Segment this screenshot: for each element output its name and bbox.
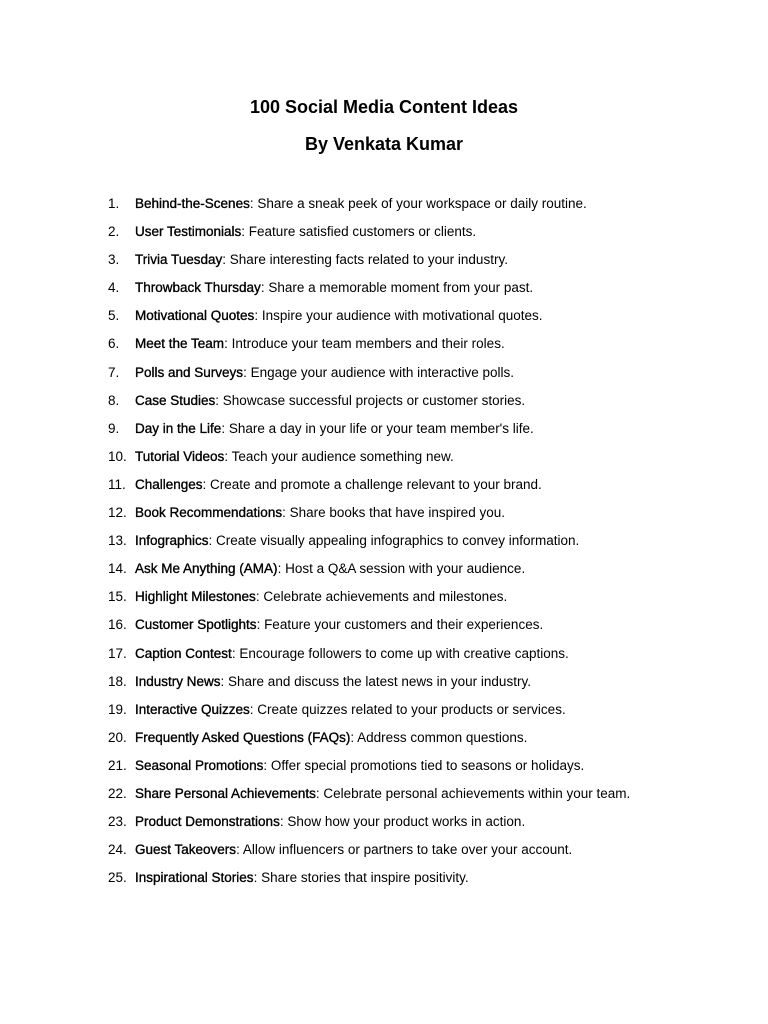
list-item-title: Polls and Surveys (135, 364, 244, 380)
list-item-description: : Address common questions. (350, 729, 528, 745)
list-item (108, 786, 668, 802)
list-item-title: Product Demonstrations (135, 814, 280, 830)
list-item-title: Behind-the-Scenes (135, 196, 250, 211)
list-item-description: : Encourage followers to come up with creative captions. (231, 645, 569, 661)
list-item-description: : Showcase successful projects or customer stories. (215, 392, 526, 408)
list-item-title: Guest Takeovers (135, 842, 237, 858)
list-item-number: 20. (108, 729, 127, 745)
list-item-description: : Feature satisfied customers or clients. (241, 224, 477, 240)
list-item-title: Share Personal Achievements (135, 785, 316, 801)
list-item-number: 15. (108, 589, 127, 605)
list-item-number: 4. (108, 280, 120, 296)
list-item (108, 449, 668, 465)
list-item-number: 2. (108, 224, 120, 240)
list-item-description: : Host a Q&A session with your audience. (277, 561, 526, 577)
list-item (108, 814, 668, 830)
list-item-title: Frequently Asked Questions (FAQs) (135, 729, 351, 745)
list-item-description: : Share stories that inspire positivity. (253, 870, 469, 886)
list-item (108, 617, 668, 633)
list-item (108, 477, 668, 493)
list-item-number: 12. (108, 505, 127, 521)
list-item (108, 280, 668, 296)
list-item-description: : Inspire your audience with motivational quotes. (254, 308, 543, 324)
list-item (108, 646, 668, 662)
list-item-number: 7. (108, 364, 120, 380)
list-item (108, 393, 668, 409)
list-item-number: 13. (108, 533, 127, 549)
document-author: By Venkata Kumar (304, 134, 464, 154)
list-item-title: Interactive Quizzes (135, 701, 250, 717)
list-item (108, 421, 668, 437)
list-item-number: 5. (108, 308, 120, 324)
list-item (108, 505, 668, 521)
list-item-description: : Share interesting facts related to your industry. (222, 252, 508, 268)
list-item-number: 19. (108, 701, 127, 717)
list-item-title: Case Studies (135, 392, 216, 408)
list-item-description: : Create quizzes related to your products or services. (249, 701, 566, 717)
list-item (108, 870, 668, 886)
list-item (108, 365, 668, 381)
list-item (108, 196, 668, 212)
list-item-title: Inspirational Stories (135, 870, 254, 886)
list-item-title: Meet the Team (135, 336, 225, 352)
list-item-number: 16. (108, 617, 127, 633)
list-item-title: Motivational Quotes (135, 308, 255, 324)
list-item-title: Challenges (135, 476, 203, 492)
list-item (108, 730, 668, 746)
document-title: 100 Social Media Content Ideas (249, 97, 519, 117)
list-item-description: : Engage your audience with interactive polls. (243, 364, 514, 380)
list-item-description: : Show how your product works in action. (279, 814, 526, 830)
list-item-description: : Teach your audience something new. (224, 448, 454, 464)
list-item-description: : Allow influencers or partners to take over your account. (236, 842, 573, 858)
list-item-number: 10. (108, 448, 127, 464)
list-item (108, 702, 668, 718)
list-item-description: : Feature your customers and their experiences. (256, 617, 544, 633)
list-item-number: 18. (108, 673, 127, 689)
list-item-title: Book Recommendations (135, 505, 283, 521)
list-item-description: : Share a sneak peek of your workspace or daily routine. (249, 196, 587, 211)
list-item-title: Industry News (135, 673, 221, 689)
list-item-number: 21. (108, 757, 127, 773)
list-item-number: 11. (108, 476, 126, 492)
list-item-number: 23. (108, 814, 127, 830)
list-item-number: 9. (108, 420, 120, 436)
list-item-number: 22. (108, 785, 127, 801)
list-item (108, 842, 668, 858)
list-item-description: : Share books that have inspired you. (282, 505, 505, 521)
list-item-number: 1. (108, 196, 120, 211)
list-item-title: Highlight Milestones (135, 589, 256, 605)
list-item-number: 6. (108, 336, 120, 352)
list-item-number: 17. (108, 645, 127, 661)
list-item-description: : Share and discuss the latest news in your industry. (220, 673, 531, 689)
list-item-description: : Create and promote a challenge relevant to your brand. (202, 476, 542, 492)
list-item-title: Trivia Tuesday (135, 252, 223, 268)
list-item-title: Day in the Life (135, 420, 222, 436)
list-item-number: 3. (108, 252, 120, 268)
list-item (108, 252, 668, 268)
list-item-description: : Introduce your team members and their roles. (224, 336, 505, 352)
list-item-number: 25. (108, 870, 127, 886)
list-item (108, 674, 668, 690)
ideas-list (108, 196, 668, 898)
list-item-number: 14. (108, 561, 127, 577)
list-item (108, 336, 668, 352)
list-item (108, 758, 668, 774)
list-item-title: Throwback Thursday (135, 280, 261, 296)
list-item-number: 8. (108, 392, 120, 408)
list-item-description: : Create visually appealing infographics to convey information. (208, 533, 580, 549)
list-item-number: 24. (108, 842, 127, 858)
list-item (108, 589, 668, 605)
list-item-title: Ask Me Anything (AMA) (135, 561, 278, 577)
list-item-description: : Share a day in your life or your team member's life. (221, 420, 534, 436)
list-item (108, 533, 668, 549)
list-item-title: Caption Contest (135, 645, 232, 661)
list-item (108, 561, 668, 577)
list-item-description: : Celebrate personal achievements within your team. (315, 785, 631, 801)
list-item (108, 224, 668, 240)
list-item-title: Infographics (135, 533, 209, 549)
list-item-title: User Testimonials (135, 224, 242, 240)
list-item-title: Tutorial Videos (135, 448, 225, 464)
list-item-description: : Share a memorable moment from your past. (260, 280, 534, 296)
list-item-title: Customer Spotlights (135, 617, 257, 633)
list-item-description: : Celebrate achievements and milestones. (255, 589, 508, 605)
list-item-description: : Offer special promotions tied to seasons or holidays. (263, 757, 585, 773)
list-item-title: Seasonal Promotions (135, 757, 264, 773)
list-item (108, 308, 668, 324)
